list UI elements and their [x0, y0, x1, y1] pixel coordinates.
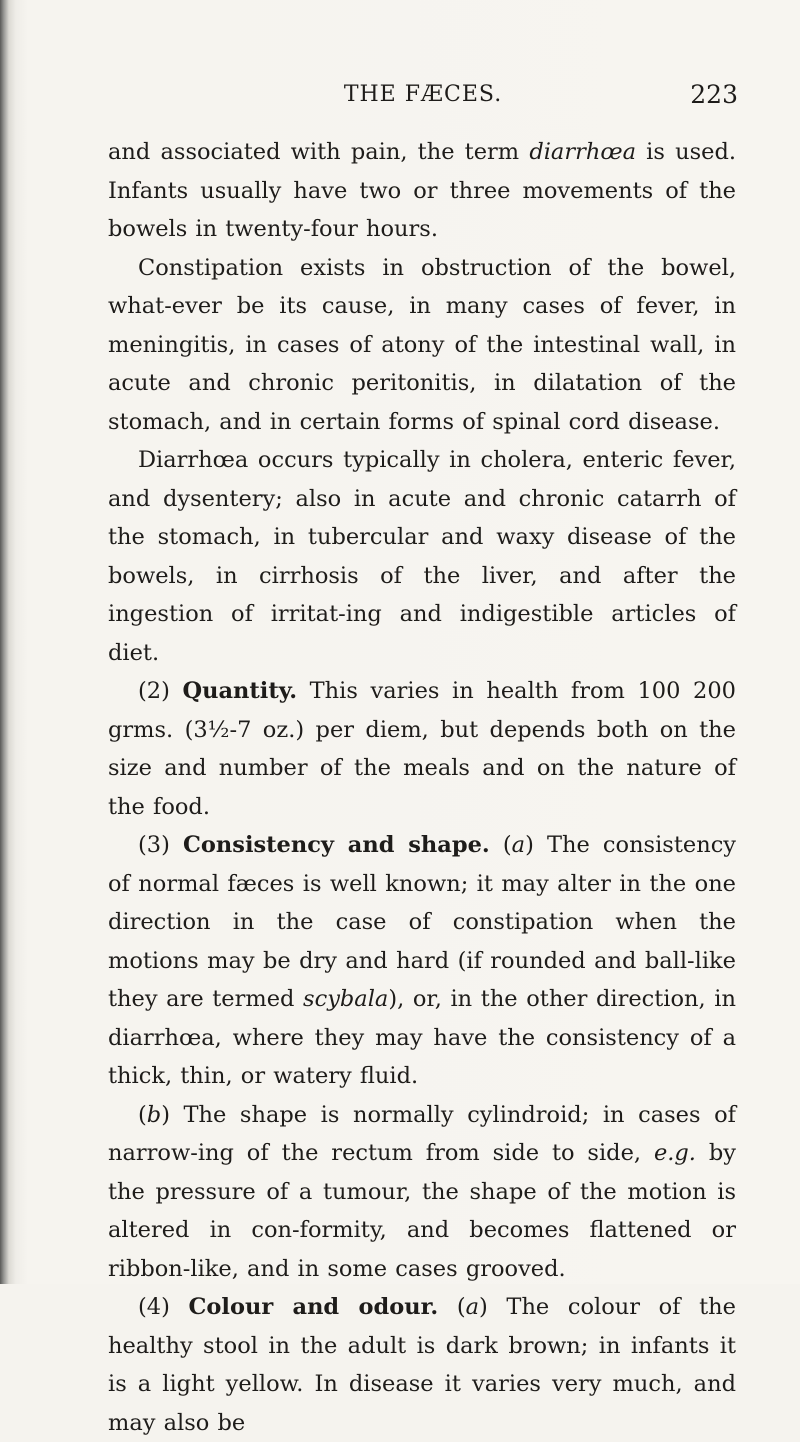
section-heading: Quantity.	[182, 678, 298, 704]
text-run: (	[438, 1294, 466, 1320]
section-number: (2)	[138, 678, 183, 704]
paragraph-consistency	[108, 826, 736, 1096]
text-run: (	[489, 832, 512, 858]
text-run: ), or, in the other direction, in diarrhœa, where they may have the consistency of a thick, thin, or watery fluid.	[108, 986, 736, 1089]
text-run: ) The shape is normally cylindroid; in cases of narrow-ing of the rectum from side to side,	[108, 1101, 736, 1166]
section-number: (3)	[138, 832, 183, 858]
section-heading: Consistency and shape.	[183, 832, 490, 858]
text-run: and associated with pain, the term	[108, 139, 530, 165]
paragraph-constipation: Constipation exists in obstruction of the bowel, what-ever be its cause, in many cases of fever, in meningitis, in cases of atony of the intestinal wall, in acute and chronic peritonitis, in dilatation of the stomach, and in certain forms of spinal cord disease.	[108, 254, 736, 435]
body-text	[108, 133, 736, 1442]
italic-abbrev: e.g.	[653, 1140, 696, 1166]
page-number: 223	[690, 80, 738, 109]
paragraph-diarrhoea-definition	[108, 133, 736, 249]
paragraph-colour	[108, 1288, 736, 1442]
text-run: This varies in health from 100 200 grms. (3½-7 oz.) per diem, but depends both on the size and number of the meals and on the nature of the food.	[108, 678, 736, 820]
italic-letter: b	[146, 1101, 162, 1128]
text-run: is used. Infants usually have two or three movements of the bowels in twenty-four hours.	[108, 139, 736, 242]
text-run: (	[138, 1101, 147, 1128]
section-number: (4)	[138, 1294, 189, 1320]
italic-letter: a	[511, 832, 526, 858]
paragraph-quantity	[108, 672, 736, 826]
italic-letter: a	[465, 1294, 480, 1320]
paragraph-diarrhoea-causes: Diarrhœa occurs typically in cholera, enteric fever, and dysentery; also in acute and chronic catarrh of the stomach, in tubercular and waxy disease of the bowels, in cirrhosis of the liver, and after the ingestion of irritat-ing and indigestible articles of diet.	[108, 447, 736, 666]
text-run: ) The colour of the healthy stool in the adult is dark brown; in infants it is a light yellow. In disease it varies very much, and may also be	[108, 1294, 736, 1436]
text-run: ) The consistency of normal fæces is well known; it may alter in the one direction in the case of constipation when the motions may be dry and hard (if rounded and ball-like they are termed	[108, 832, 737, 1012]
paragraph-shape	[108, 1096, 736, 1289]
text-run: by the pressure of a tumour, the shape of the motion is altered in con-formity, and becomes flattened or ribbon-like, and in some cases grooved.	[108, 1140, 736, 1282]
italic-term: diarrhœa	[529, 139, 636, 165]
page-header	[108, 76, 738, 116]
section-heading: Colour and odour.	[188, 1294, 439, 1320]
italic-term: scybala	[303, 986, 389, 1012]
running-head: THE FÆCES.	[343, 82, 503, 107]
